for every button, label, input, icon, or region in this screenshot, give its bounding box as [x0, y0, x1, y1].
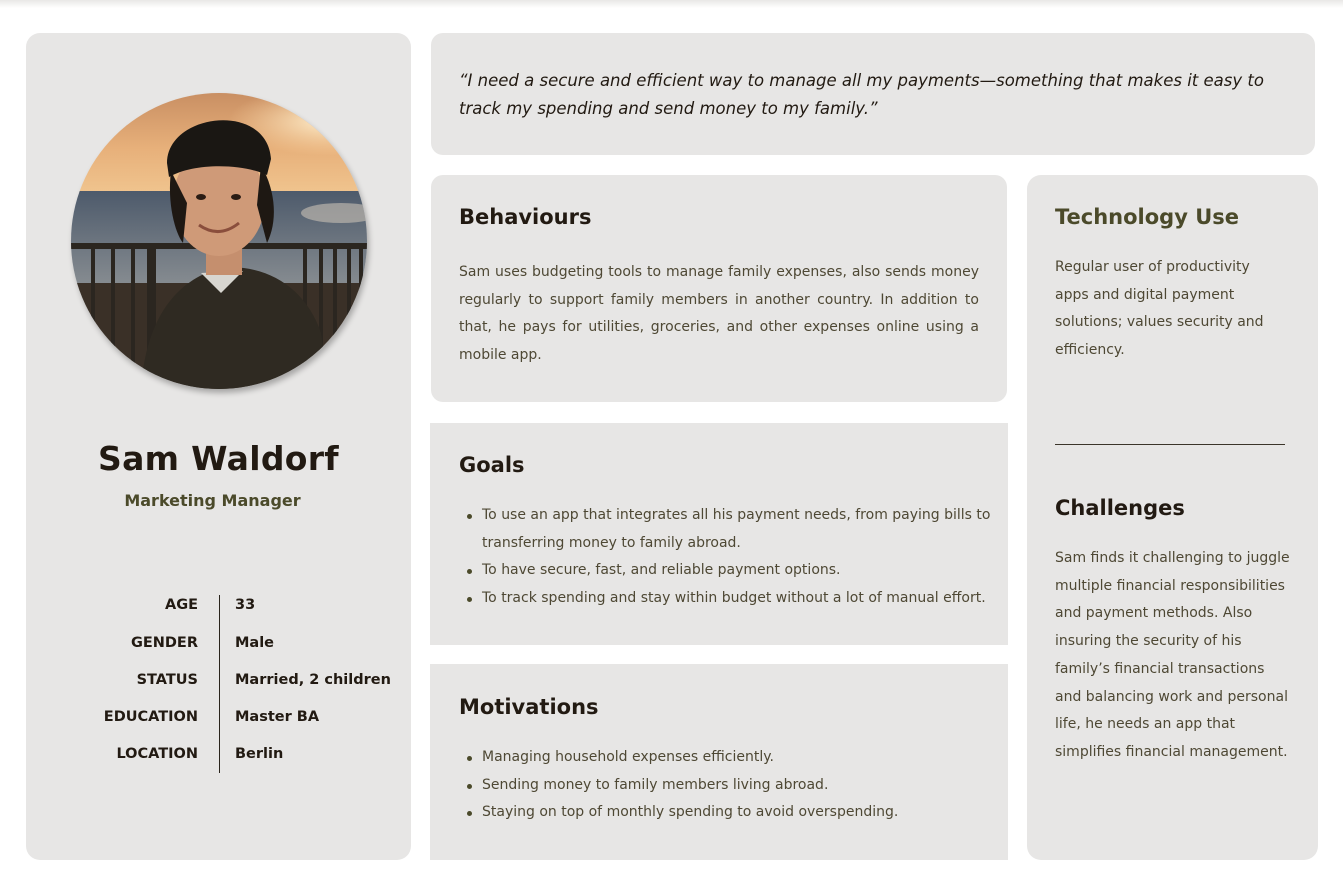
fact-label-status: STATUS — [136, 672, 198, 688]
profile-card — [26, 33, 411, 860]
avatar-photo — [71, 93, 367, 389]
technology-title: Technology Use — [1055, 205, 1240, 229]
persona-name: Sam Waldorf — [98, 439, 339, 478]
goals-list — [459, 502, 994, 613]
goals-card — [430, 423, 1008, 645]
fact-label-education: EDUCATION — [103, 709, 198, 725]
top-shadow — [0, 0, 1343, 8]
behaviours-title: Behaviours — [459, 205, 592, 229]
facts-divider — [219, 595, 220, 773]
list-item: Sending money to family members living abroad. — [459, 772, 994, 800]
persona-role: Marketing Manager — [124, 491, 301, 510]
motivations-card — [430, 664, 1008, 860]
challenges-text: Sam finds it challenging to juggle multiple financial responsibilities and payment methods. Also insuring the security of his family’s financial transactions and balancing work and personal life, he needs an app that simplifies financial management. — [1055, 550, 1290, 760]
fact-value-status: Married, 2 children — [235, 672, 391, 688]
fact-value-location: Berlin — [235, 746, 284, 762]
quote-card — [431, 33, 1315, 155]
technology-challenges-card — [1027, 175, 1318, 860]
list-item: To have secure, fast, and reliable payment options. — [459, 557, 994, 585]
list-item: To use an app that integrates all his payment needs, from paying bills to transferring money to family abroad. — [459, 502, 994, 557]
persona-quote: “I need a secure and efficient way to manage all my payments—something that makes it easy to track my spending and send money to my family.” — [459, 71, 1264, 118]
motivations-list — [459, 744, 994, 827]
challenges-title: Challenges — [1055, 496, 1185, 520]
technology-text: Regular user of productivity apps and digital payment solutions; values security and efficiency. — [1055, 259, 1264, 359]
list-item: To track spending and stay within budget without a lot of manual effort. — [459, 585, 994, 613]
fact-label-gender: GENDER — [130, 635, 198, 651]
section-divider — [1055, 444, 1285, 445]
fact-value-education: Master BA — [235, 709, 320, 725]
avatar — [71, 93, 367, 389]
goals-title: Goals — [459, 453, 525, 477]
list-item: Staying on top of monthly spending to avoid overspending. — [459, 799, 994, 827]
fact-value-gender: Male — [235, 635, 275, 651]
fact-value-age: 33 — [235, 597, 256, 613]
persona-facts — [26, 595, 411, 773]
fact-label-age: AGE — [164, 597, 198, 613]
fact-label-location: LOCATION — [116, 746, 198, 762]
behaviours-text: Sam uses budgeting tools to manage family expenses, also sends money regularly to support family members in another country. In addition to that, he pays for utilities, groceries, and other expenses online using a mobile app. — [459, 264, 979, 364]
list-item: Managing household expenses efficiently. — [459, 744, 994, 772]
motivations-title: Motivations — [459, 695, 599, 719]
behaviours-card — [431, 175, 1007, 402]
